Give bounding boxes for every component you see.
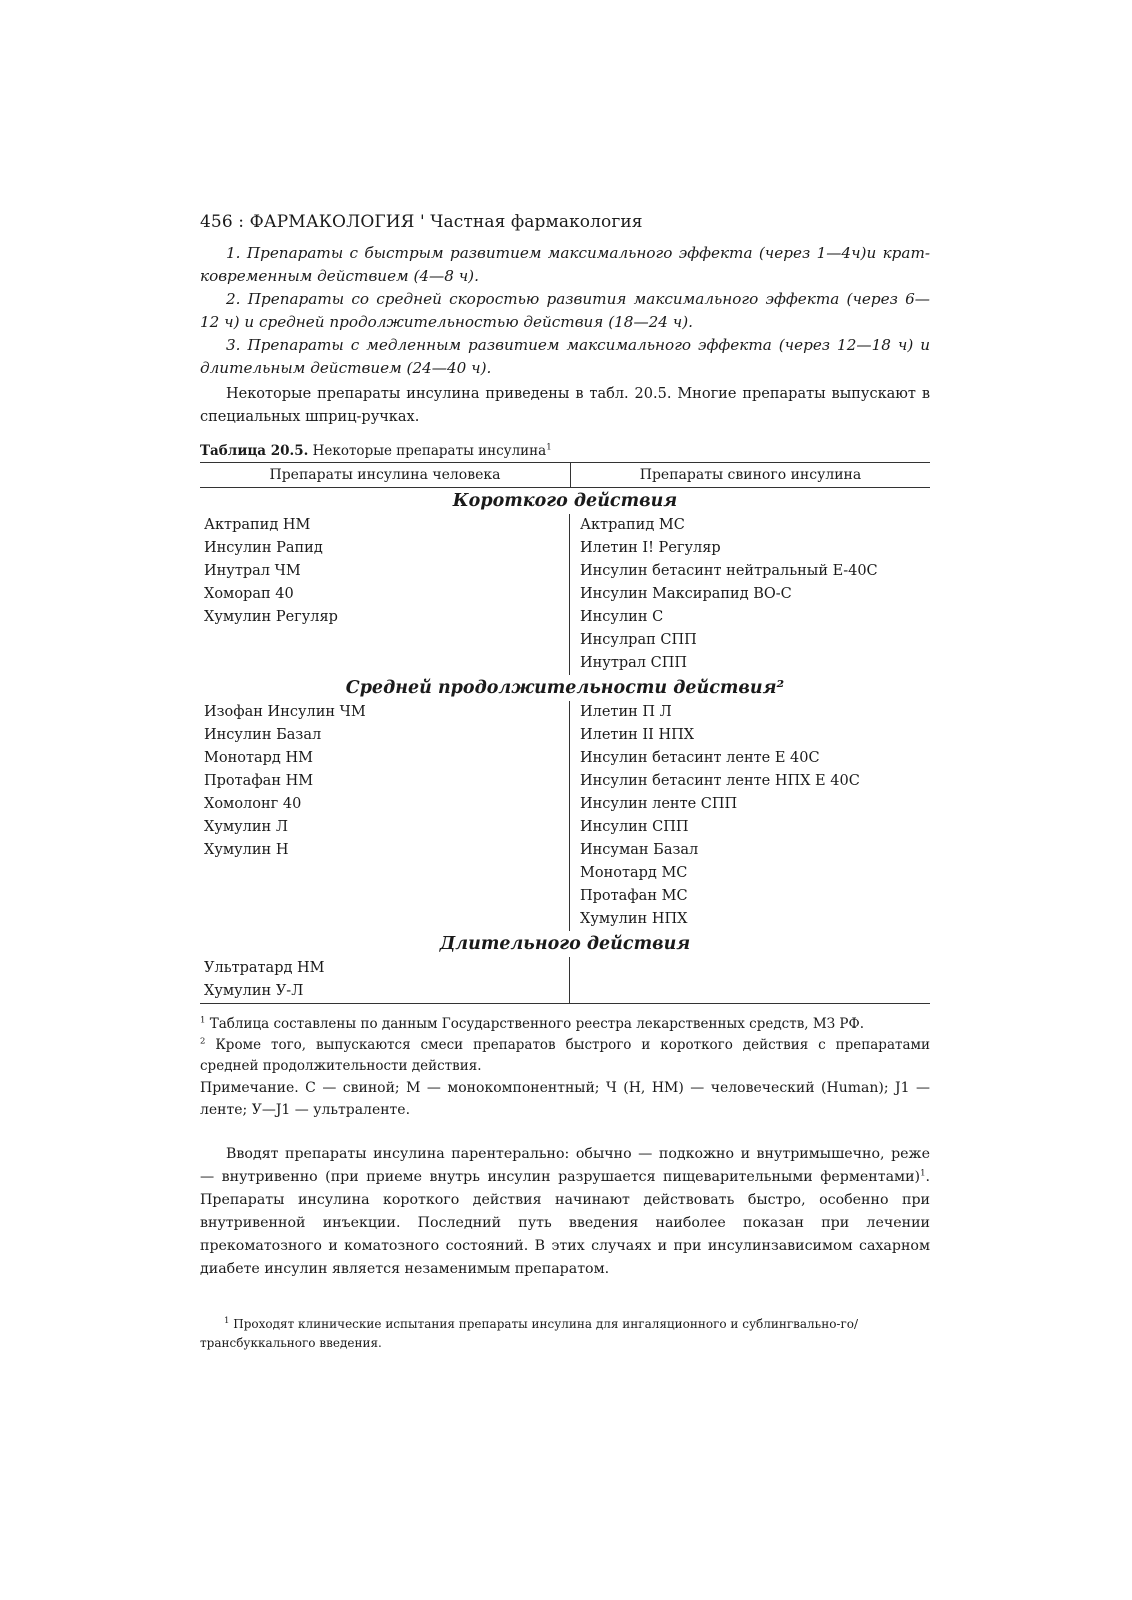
- footnote-mark: 2: [200, 1036, 206, 1047]
- table-cell: Инсулин бетасинт ленте НПХ Е 40С: [580, 773, 860, 789]
- table-footnote-1: [200, 1014, 930, 1035]
- table-cell: Инсуман Базал: [580, 842, 699, 858]
- table-cell: Протафан НМ: [204, 773, 314, 789]
- header-human-insulin: Препараты инсулина человека: [200, 463, 571, 487]
- table-cell: Инсулин СПП: [580, 819, 689, 835]
- table-cell: Инутрал ЧМ: [204, 563, 301, 579]
- header-porcine-insulin: Препараты свиного инсулина: [639, 467, 862, 483]
- table-cell: Хумулин Н: [204, 842, 289, 858]
- table-header-row: [200, 463, 930, 488]
- table-footnote-2: [200, 1035, 930, 1077]
- table-cell: Илетин II НПХ: [580, 727, 695, 743]
- table-cell: Монотард МС: [580, 865, 688, 881]
- table-cell: Хоморап 40: [204, 586, 294, 602]
- table-footnotes: [200, 1014, 930, 1121]
- table-cell: [204, 652, 569, 675]
- table-cell: Актрапид МС: [580, 517, 685, 533]
- column-human: [200, 957, 570, 1003]
- insulin-table: [200, 462, 930, 1004]
- body-paragraph: [200, 1143, 930, 1281]
- table-caption-sup: 1: [546, 442, 552, 453]
- column-human: [200, 514, 570, 675]
- table-cell: [580, 957, 930, 980]
- page-footnote-mark: 1: [224, 1316, 230, 1326]
- intro-item-3: 3. Препараты с медленным развитием максимального эффекта (через 12—18 ч) и длительным действием (24—40 ч).: [200, 336, 930, 377]
- table-note: Примечание. С — свиной; М — монокомпонентный; Ч (Н, НМ) — человеческий (Human); J1 — ленте; У—J1 — ультраленте.: [200, 1080, 930, 1118]
- table-caption-label: Таблица 20.5.: [200, 443, 309, 459]
- table-cell: Монотард НМ: [204, 750, 313, 766]
- table-caption-text: Некоторые препараты инсулина: [312, 443, 547, 459]
- section-title: Длительного действия: [439, 934, 691, 954]
- table-cell: Ультратард НМ: [204, 960, 325, 976]
- table-sections: [200, 488, 930, 1003]
- table-cell: Инсулрап СПП: [580, 632, 697, 648]
- table-cell: Инутрал СПП: [580, 655, 687, 671]
- table-cell: Инсулин Максирапид ВО-С: [580, 586, 792, 602]
- footnote-mark: 1: [200, 1015, 206, 1026]
- intro-item-1: 1. Препараты с быстрым развитием максимального эффекта (через 1—4ч)и кратковременным действием (4—8 ч).: [200, 244, 930, 285]
- intro-paragraph: Некоторые препараты инсулина приведены в табл. 20.5. Многие препараты выпускают в специальных шприц-ручках.: [200, 386, 930, 425]
- table-cell: Инсулин бетасинт нейтральный Е-40С: [580, 563, 878, 579]
- page-footnote-text: Проходят клинические испытания препараты инсулина для ингаляционного и сублингвально-го/трансбуккального введения.: [200, 1317, 859, 1350]
- table-caption: [200, 443, 930, 459]
- table-cell: [204, 862, 569, 885]
- table-cell: [204, 629, 569, 652]
- table-cell: Инсулин бетасинт ленте Е 40С: [580, 750, 820, 766]
- running-head: 456 : ФАРМАКОЛОГИЯ ' Частная фармакология: [200, 212, 643, 232]
- table-cell: Хумулин НПХ: [580, 911, 688, 927]
- footnote-text: Таблица составлены по данным Государственного реестра лекарственных средств, МЗ РФ.: [209, 1016, 864, 1032]
- page: [200, 212, 930, 1353]
- column-porcine: [570, 514, 930, 675]
- column-porcine: [570, 957, 930, 1003]
- column-human: [200, 701, 570, 931]
- table-cell: Протафан МС: [580, 888, 688, 904]
- section-body: [200, 957, 930, 1003]
- section-body: [200, 701, 930, 931]
- section-title: Средней продолжительности действия²: [345, 678, 785, 698]
- intro-item-2: 2. Препараты со средней скоростью развития максимального эффекта (через 6— 12 ч) и средней продолжительностью действия (18—24 ч).: [200, 290, 930, 331]
- table-cell: Илетин I! Регуляр: [580, 540, 721, 556]
- table-cell: Инсулин С: [580, 609, 664, 625]
- table-cell: Инсулин ленте СПП: [580, 796, 738, 812]
- table-cell: [580, 980, 930, 1003]
- table-cell: Хумулин У-Л: [204, 983, 304, 999]
- table-cell: Инсулин Базал: [204, 727, 322, 743]
- section-body: [200, 514, 930, 675]
- table-cell: Изофан Инсулин ЧМ: [204, 704, 366, 720]
- table-cell: Хомолонг 40: [204, 796, 302, 812]
- page-footnote: [200, 1315, 930, 1353]
- table-cell: Инсулин Рапид: [204, 540, 323, 556]
- table-cell: [204, 885, 569, 908]
- body-text-part-2: . Препараты инсулина короткого действия начинают действовать быстро, особенно при внутривенной инъекции. Последний путь введения наиболее показан при лечении прекоматозного и коматозного состояний. В этих случаях и при инсулинзависимом сахарном диабете инсулин является незаменимым препаратом.: [200, 1169, 930, 1277]
- table-cell: Актрапид НМ: [204, 517, 311, 533]
- table-cell: Илетин П Л: [580, 704, 672, 720]
- body-text-sup: 1: [920, 1168, 926, 1179]
- table-cell: Хумулин Л: [204, 819, 288, 835]
- table-cell: Хумулин Регуляр: [204, 609, 338, 625]
- column-porcine: [570, 701, 930, 931]
- table-cell: [204, 908, 569, 931]
- body-text-part-1: Вводят препараты инсулина парентерально: обычно — подкожно и внутримышечно, реже — внутривенно (при приеме внутрь инсулин разрушается пищеварительными ферментами): [200, 1146, 930, 1185]
- section-title: Короткого действия: [452, 491, 678, 511]
- footnote-text: Кроме того, выпускаются смеси препаратов быстрого и короткого действия с препаратами средней продолжительности действия.: [200, 1037, 931, 1074]
